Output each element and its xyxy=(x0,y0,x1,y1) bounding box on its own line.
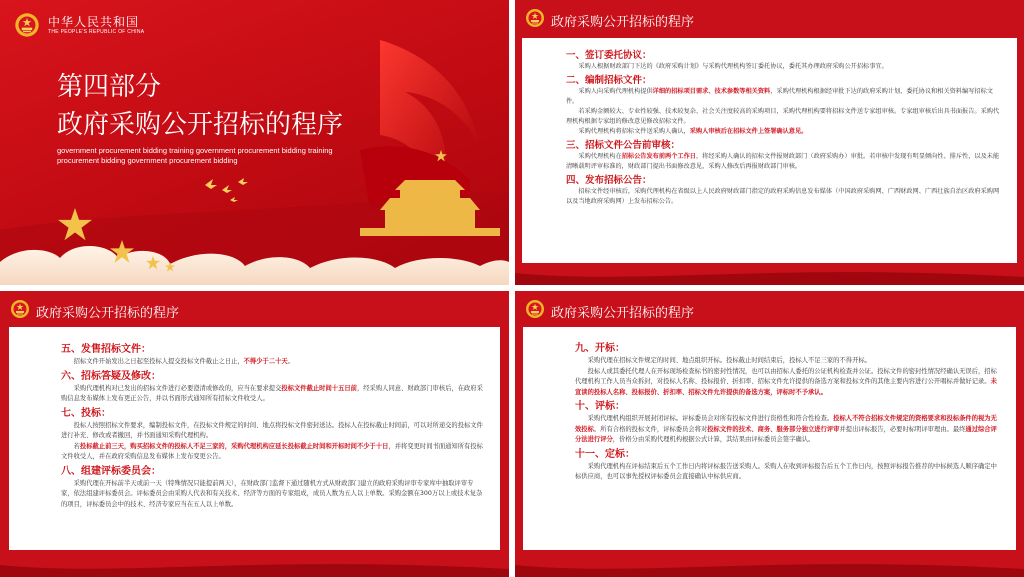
content-card xyxy=(523,327,1016,550)
cover-title: 政府采购公开招标的程序 xyxy=(57,110,344,140)
paragraph: 招标文件开始发出之日起至投标人提交投标文件截止之日止，不得少于二十天。 xyxy=(73,358,294,365)
section-title: 十一、定标： xyxy=(575,448,635,460)
paragraph: 投标人或其委托代理人在开标现场检查标书的密封性情况，也可以由招标人委托的公证机构检查并公证。投标文件的密封性情况经确认无误后，招标代理机构工作人员当众拆封，对投标人名称、投标报价、折扣率、招标文件允许提供的备选方案和投标文件的其他主要内容进行公开唱标并做好记录。未宣读的投标人名称、投标报价、折扣率、招标文件允许提供的备选方案，评标时不予承认。 xyxy=(575,367,997,396)
national-emblem-icon xyxy=(525,299,545,319)
section-title: 九、开标： xyxy=(575,343,625,354)
cover-decoration xyxy=(0,0,509,285)
part-label: 第四部分 xyxy=(57,72,162,102)
section-title: 二、编制招标文件： xyxy=(566,75,652,86)
cover-subtitle: government procurement bidding training government procurement bidding training procurement bidding government procurement bidding xyxy=(57,146,333,165)
section-title: 八、组建评标委员会： xyxy=(61,465,161,477)
section-title: 四、发布招标公告： xyxy=(566,175,652,186)
section-title: 五、发售招标文件： xyxy=(61,344,151,355)
footer-decoration xyxy=(515,263,1024,285)
star-icon xyxy=(110,240,134,264)
section-title: 一、签订委托协议： xyxy=(566,50,652,61)
content-slide-1[interactable] xyxy=(515,0,1024,285)
national-emblem-icon xyxy=(10,299,30,319)
section-title: 七、投标： xyxy=(61,407,111,419)
org-name-cn: 中华人民共和国 xyxy=(48,15,140,29)
slide-header xyxy=(0,291,509,327)
content-card xyxy=(522,38,1017,263)
national-emblem-icon xyxy=(14,12,40,38)
slide-title: 政府采购公开招标的程序 xyxy=(551,306,695,321)
large-star-icon xyxy=(58,208,92,242)
org-name-en: THE PEOPLE'S REPUBLIC OF CHINA xyxy=(48,29,145,35)
paragraph: 采购人根据财政部门下达的《政府采购计划》与采购代理机构签订委托协议，委托其办理政府采购公开招标事宜。 xyxy=(578,63,888,70)
section-title: 十、评标： xyxy=(575,401,625,412)
slide-title: 政府采购公开招标的程序 xyxy=(551,15,695,30)
slide-title: 政府采购公开招标的程序 xyxy=(36,306,180,321)
content-slide-3[interactable] xyxy=(515,291,1024,577)
paragraph: 采购人向采购代理机构提供详细的招标项目需求、技术参数等相关资料，采购代理机构根据经审批下达的政府采购计划、委托协议和相关资料编写招标文件。 xyxy=(566,88,993,105)
paragraph: 投标人按照招标文件要求，编制投标文件，在投标文件规定的时间、地点将投标文件密封送达。投标人在投标截止时间前，可以对所递交的投标文件进行补充、修改或者撤回，并书面通知采购代理机构。 xyxy=(61,421,483,439)
footer-decoration xyxy=(0,555,509,577)
paragraph: 采购代理机构组织开展封闭评标。评标委员会对所有投标文件进行资格性和符合性检查。投标人不符合招标文件规定的资格要求和投标条件的视为无效投标。所有合格的投标文件，评标委员会将对投标文件的技术、商务、服务部分独立进行评审并提出评标报告，必要时标明评审理由。最终通过综合评分法进行评分，价格分由采购代理机构根据公式计算，其结果由评标委员会签字确认。 xyxy=(575,415,997,443)
slide-header xyxy=(515,291,1024,327)
content-slide-2[interactable] xyxy=(0,291,509,577)
paragraph: 采购代理机构在评标结束后五个工作日内将评标报告送采购人。采购人在收到评标报告后五个工作日内，按照评标报告推荐的中标候选人顺序确定中标供应商，也可以事先授权评标委员会直接确认中标供应商。 xyxy=(575,462,997,480)
paragraph: 采购代理在开标前半天或前一天（特殊情况只能提前两天），在财政部门监督下通过随机方式从财政部门建立的政府采购评审专家库中抽取评审专家，依法组建评标委员会。评标委员会由采购人代表和有关技术、经济等方面的专家组成，成员人数为五人以上单数。采购金额在300万以上或技术复杂的项目，评标委员会中的技术、经济专家应当在五人以上单数。 xyxy=(61,479,483,508)
small-star-icon xyxy=(165,262,175,272)
paragraph: 若采购金额较大、专业性较强、技术较复杂、社会关注度较高的采购项目，采购代理机构要将招标文件送专家组审核。专家组审核后出具书面报告。采购代理机构根据专家组的修改意见修改招标文件。 xyxy=(566,108,1000,125)
small-star-icon xyxy=(146,256,160,270)
content-card xyxy=(9,327,500,550)
flag-star-icon xyxy=(435,150,447,162)
cover-slide[interactable] xyxy=(0,0,509,285)
section-title: 三、招标文件公告前审核： xyxy=(566,140,681,151)
paragraph: 采购代理机构对已发出的招标文件进行必要澄清或修改的，应当在要求提交投标文件截止时间十五日前，经采购人同意、财政部门审核后，在政府采购信息发布媒体上发布更正公告，并以书面形式通知所有招标文件收受人。 xyxy=(61,384,483,402)
slide-header xyxy=(515,0,1024,36)
paragraph: 采购代理机构将招标文件送采购人确认，采购人审核后在招标文件上签署确认意见。 xyxy=(578,128,808,135)
paragraph: 采购代理在招标文件规定的时间、地点组织开标。投标截止时间结束后，投标人不足三家的不得开标。 xyxy=(587,357,871,364)
paragraph: 若投标截止前三天，购买招标文件的投标人不足三家的，采购代理机构应延长投标截止时间和开标时间不少于十日，并将变更时间书面通知所有投标文件收受人，并在政府采购信息发布媒体上发布变更公告。 xyxy=(61,442,483,460)
paragraph: 采购代理机构在招标公告发布前两个工作日，将经采购人确认的招标文件报财政部门（政府采购办）审批。若审核中发现有明显倾向性、排斥性，以及未能清晰载明评审标准的，财政部门提出书面修改意见，采购人修改后再报财政部门审核。 xyxy=(566,153,1000,170)
footer-decoration xyxy=(515,555,1024,577)
national-emblem-icon xyxy=(525,8,545,28)
section-title: 六、招标答疑及修改： xyxy=(61,370,161,382)
paragraph: 招标文件经审核后，采购代理机构在省级以上人民政府财政部门指定的政府采购信息发布媒体（中国政府采购网、广西财政网、广西壮族自治区政府采购网以及当地政府采购网）上发布招标公告。 xyxy=(566,188,1000,205)
